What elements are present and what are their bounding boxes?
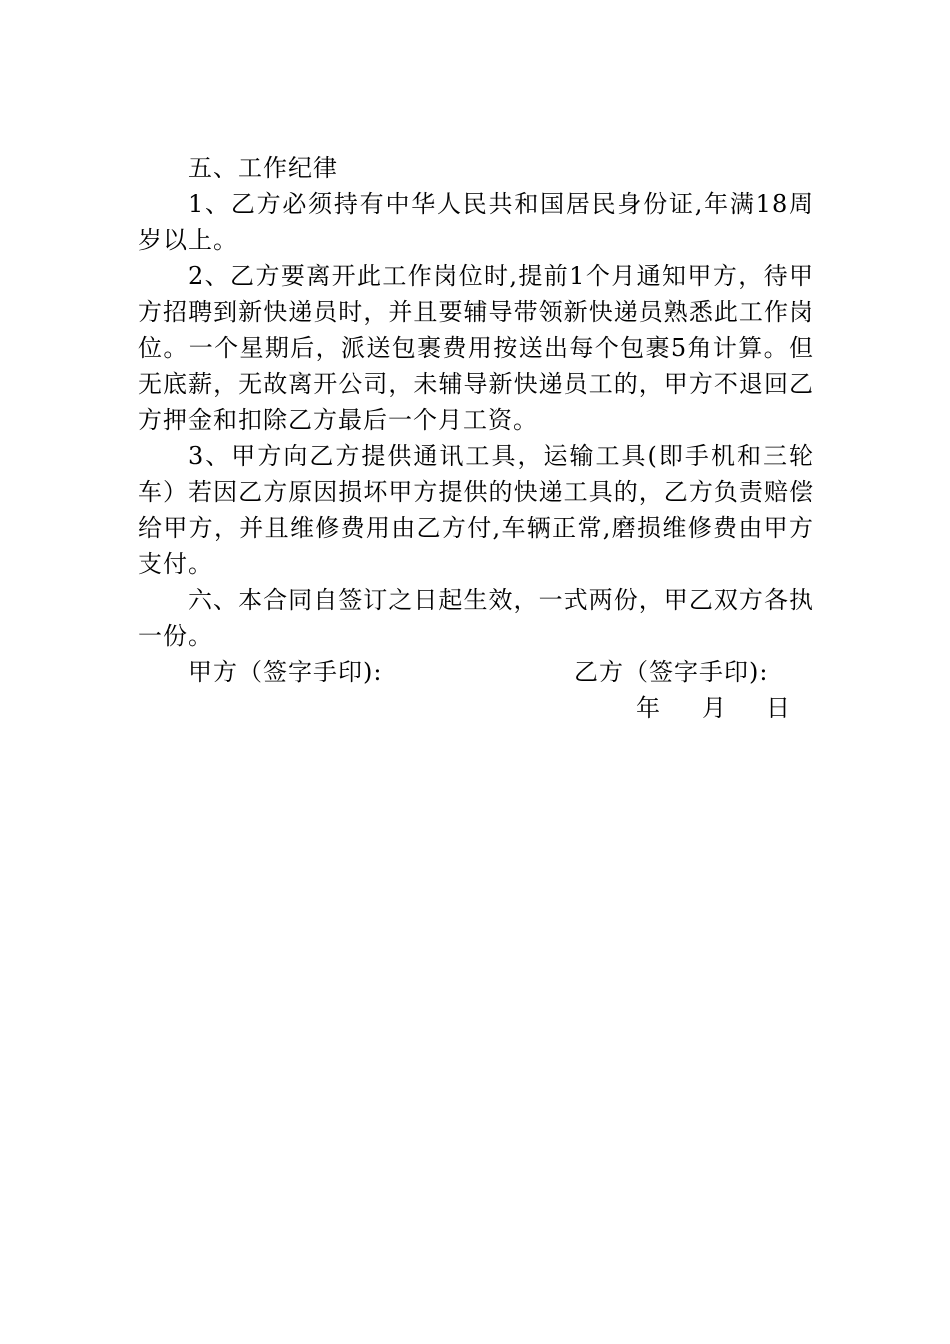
clause-2: 2、乙方要离开此工作岗位时,提前1个月通知甲方，待甲方招聘到新快递员时，并且要辅导带领新快递员熟悉此工作岗位。一个星期后，派送包裹费用按送出每个包裹5角计算。但无底薪，无故离开公司，未辅导新快递员工的，甲方不退回乙方押金和扣除乙方最后一个月工资。: [138, 262, 814, 434]
date-year-label: 年: [636, 694, 661, 722]
party-b-signature-label: 乙方（签字手印):: [574, 658, 769, 686]
clause-3: 3、甲方向乙方提供通讯工具，运输工具(即手机和三轮车）若因乙方原因损坏甲方提供的快递工具的，乙方负责赔偿给甲方，并且维修费用由乙方付,车辆正常,磨损维修费由甲方支付。: [138, 442, 814, 578]
date-month-label: 月: [702, 694, 727, 722]
date-row: [138, 690, 814, 726]
party-a-signature-label: 甲方（签字手印):: [188, 658, 383, 686]
contract-body: [138, 150, 814, 726]
effective-clause: 六、本合同自签订之日起生效，一式两份，甲乙双方各执一份。: [138, 586, 814, 650]
section-heading: 五、工作纪律: [188, 154, 338, 182]
signature-row: [138, 654, 814, 690]
date-day-label: 日: [766, 694, 791, 722]
clause-1: 1、乙方必须持有中华人民共和国居民身份证,年满18周岁以上。: [138, 190, 814, 254]
